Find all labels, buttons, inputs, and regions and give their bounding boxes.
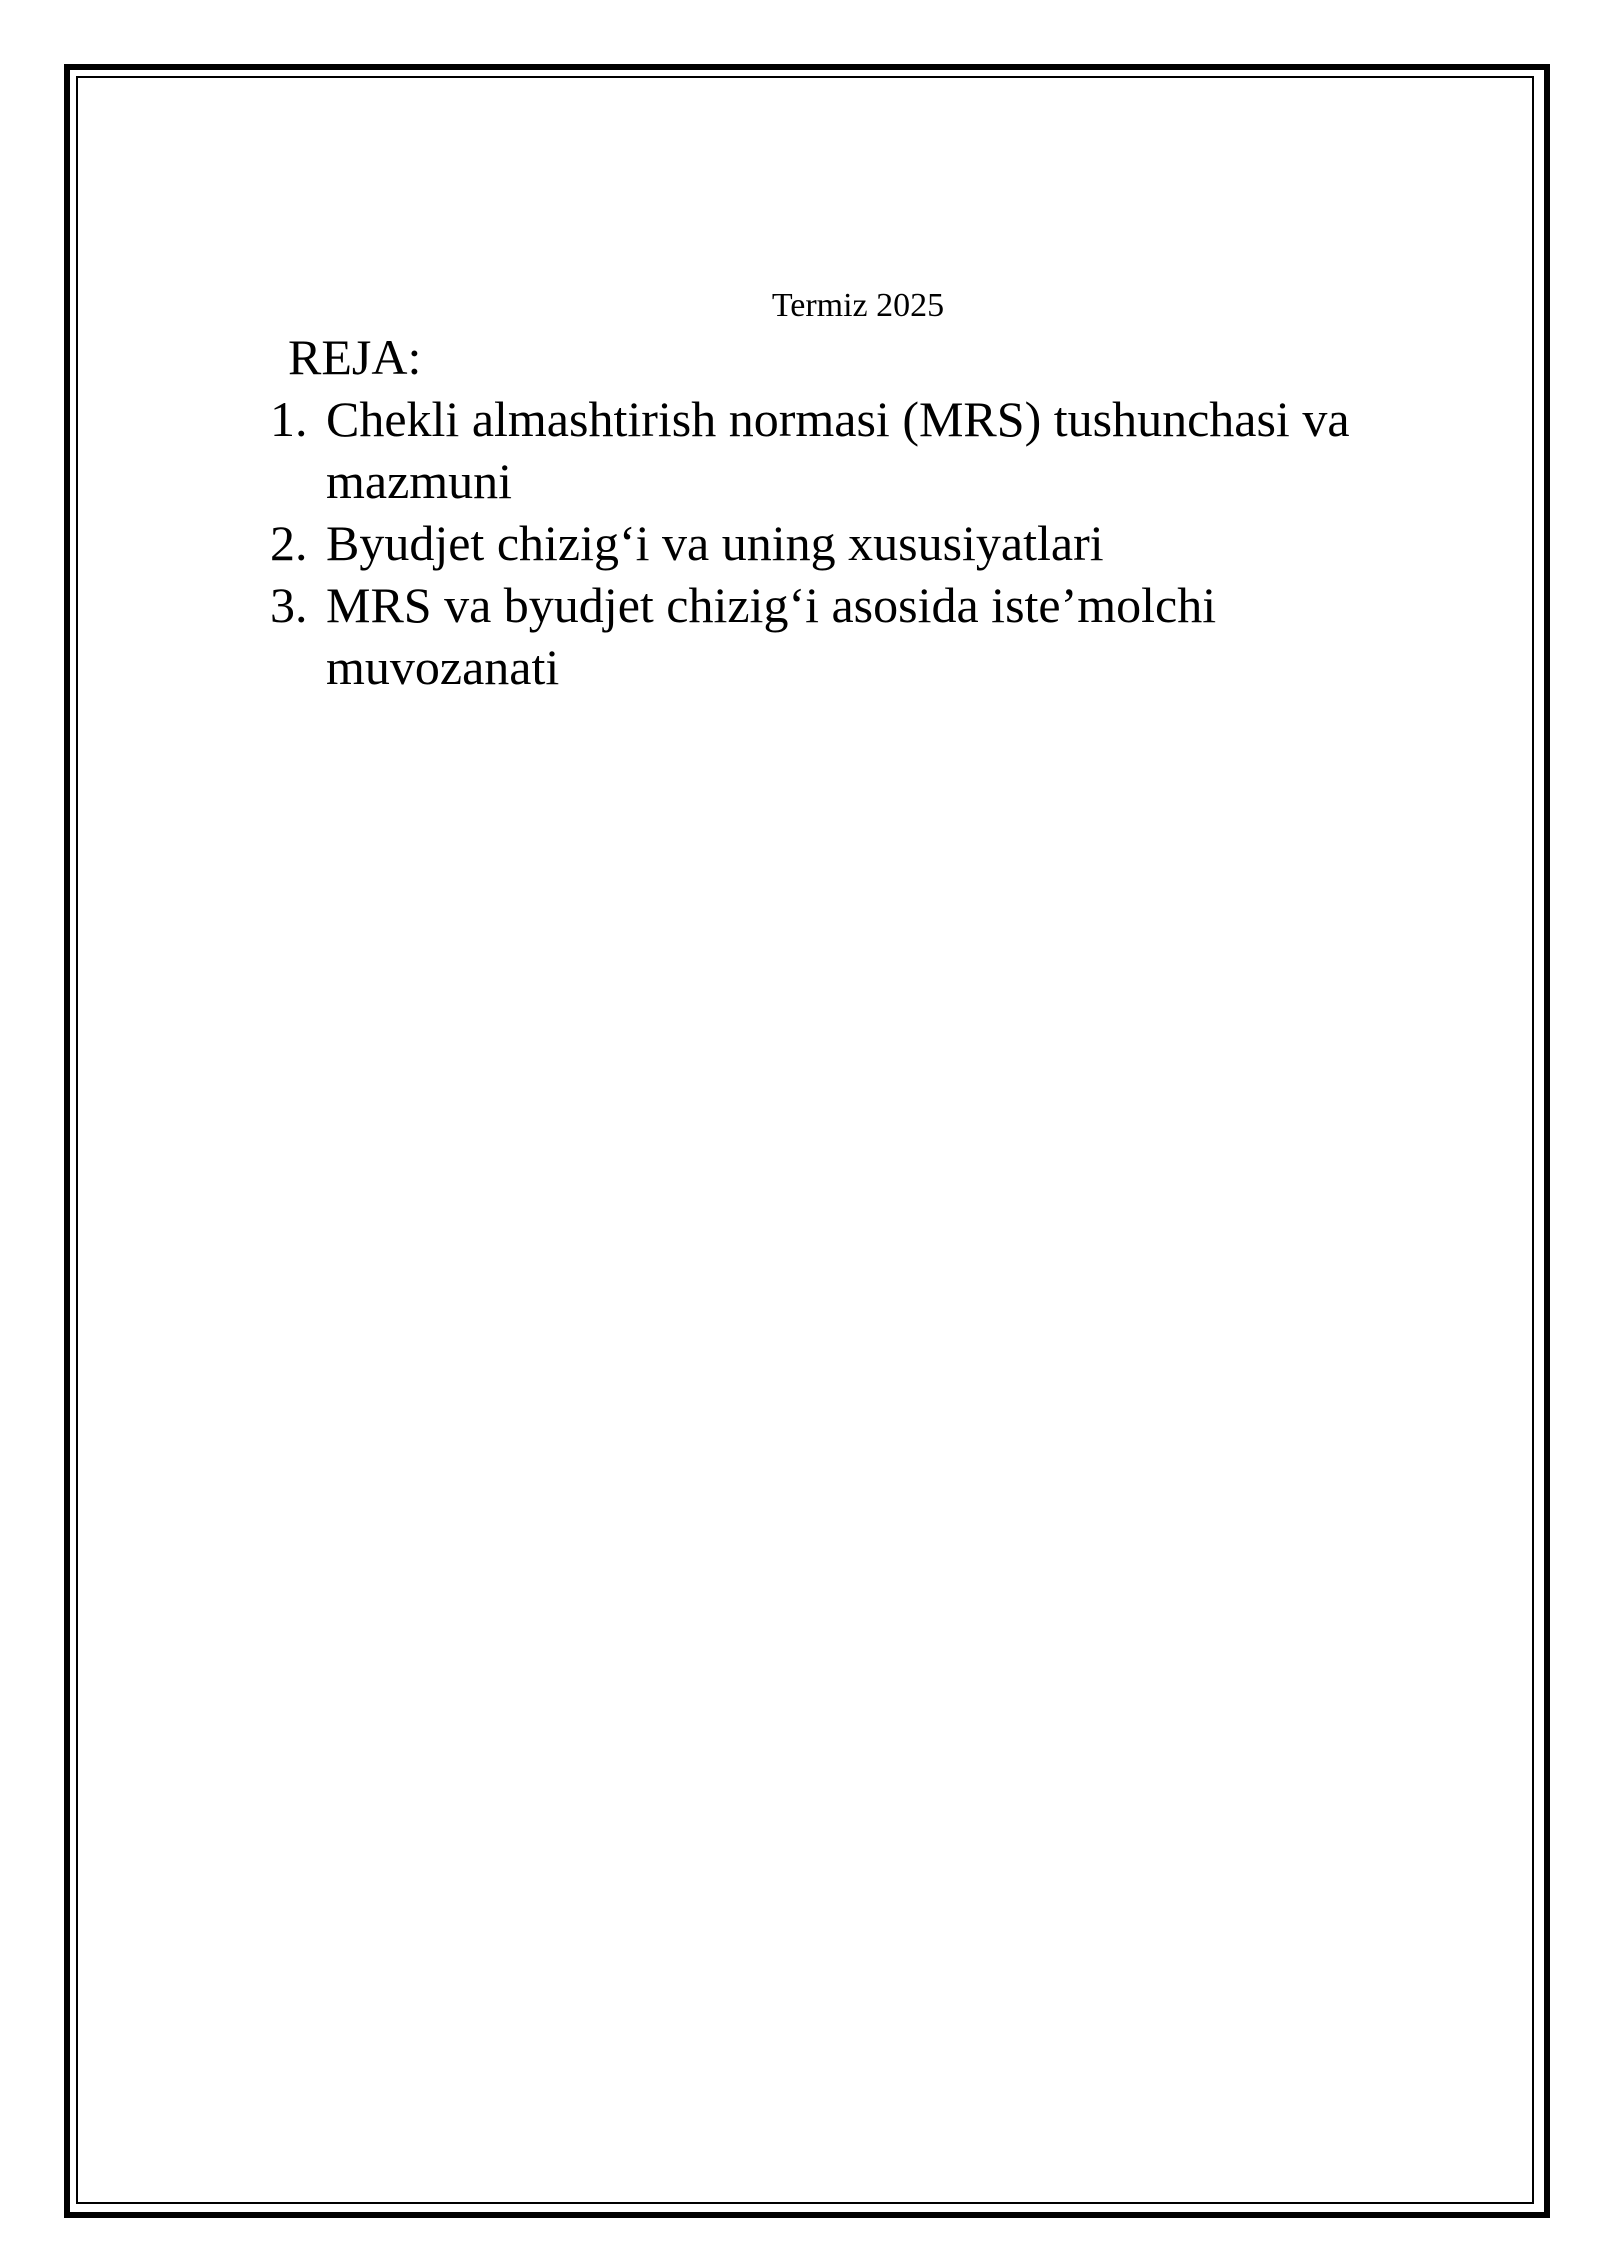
- plan-item-number: 1.: [270, 391, 308, 447]
- city-year-line: Termiz 2025: [771, 287, 945, 324]
- plan-item-text: MRS va byudjet chizig‘i asosida iste’molchi muvozanati: [326, 577, 1217, 695]
- plan-item-number: 3.: [270, 577, 308, 633]
- plan-section: [270, 326, 1450, 698]
- plan-item-3: [270, 574, 1450, 698]
- plan-item-text: Byudjet chizig‘i va uning xususiyatlari: [326, 515, 1104, 571]
- plan-list: [270, 388, 1450, 698]
- plan-item-1: [270, 388, 1450, 512]
- plan-item-2: [270, 512, 1450, 574]
- plan-item-text: Chekli almashtirish normasi (MRS) tushunchasi va mazmuni: [326, 391, 1350, 509]
- plan-item-number: 2.: [270, 515, 308, 571]
- plan-title: REJA:: [288, 329, 422, 385]
